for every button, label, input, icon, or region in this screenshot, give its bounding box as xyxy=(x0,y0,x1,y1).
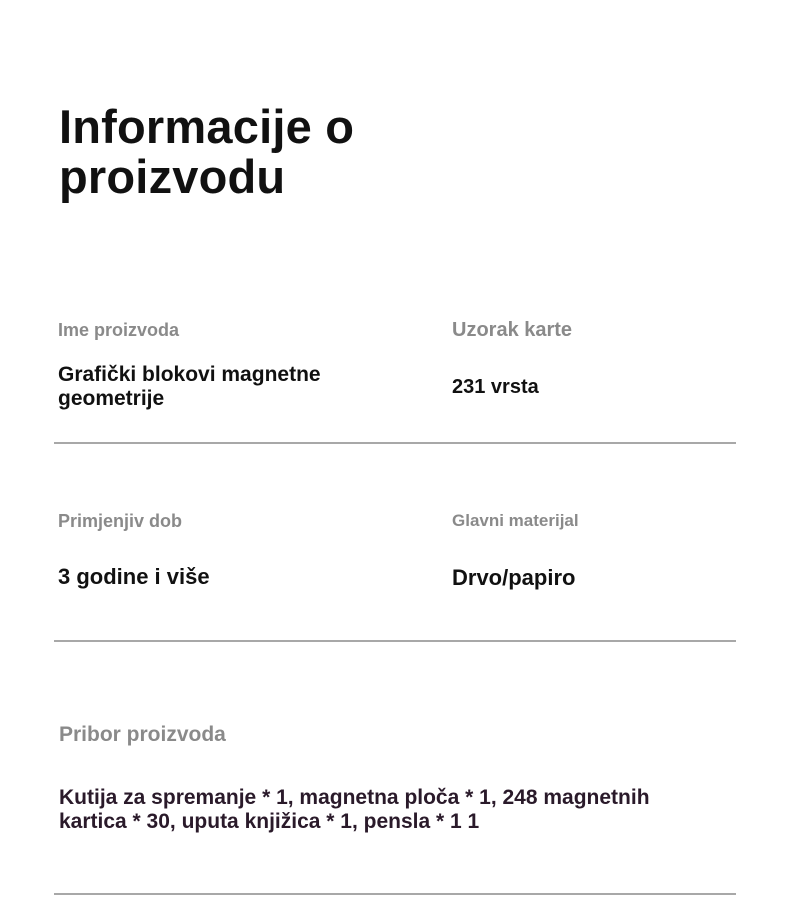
spec-value-product-name: Grafički blokovi magnetne geometrije xyxy=(58,363,321,410)
accessories-label: Pribor proizvoda xyxy=(59,723,226,746)
spec-value-age: 3 godine i više xyxy=(58,564,210,589)
divider xyxy=(54,640,736,642)
spec-label-age: Primjenjiv dob xyxy=(58,511,183,531)
divider xyxy=(54,893,736,895)
divider xyxy=(54,442,736,444)
page-title: Informacije o proizvodu xyxy=(59,100,355,203)
spec-value-material: Drvo/papiro xyxy=(452,565,576,590)
spec-label-card-pattern: Uzorak karte xyxy=(452,319,573,341)
spec-label-product-name: Ime proizvoda xyxy=(58,320,180,340)
accessories-value: Kutija za spremanje * 1, magnetna ploča * 1, 248 magnetnih kartica * 30, uputa knjižica * 1, pensla * 1 1 xyxy=(59,786,650,833)
spec-value-card-pattern: 231 vrsta xyxy=(452,376,539,398)
spec-label-material: Glavni materijal xyxy=(452,511,579,530)
